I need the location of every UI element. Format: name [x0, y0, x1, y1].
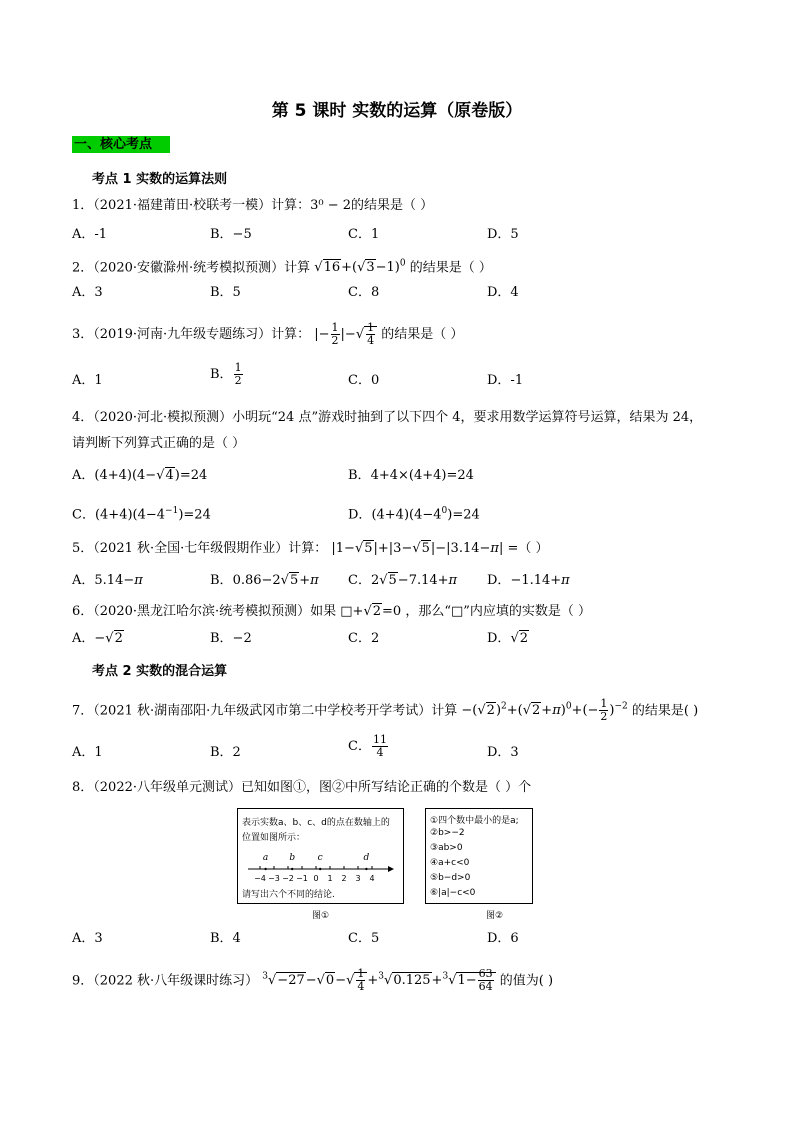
tick-label: −2 — [282, 874, 294, 883]
option-label: C． — [348, 739, 371, 754]
question-4-stem-line1: 4．（2020·河北·模拟预测）小明玩“24 点”游戏时抽到了以下四个 4，要求用数学运算符号运算，结果为 24， — [72, 410, 703, 425]
question-text: =（ ） — [507, 541, 549, 556]
option: C．2√5−7.14+π — [348, 573, 458, 588]
option: C．2 — [348, 631, 380, 646]
option: B．4+4×(4+4)=24 — [348, 468, 474, 483]
point-letter: d — [363, 853, 370, 863]
option-label: D． — [487, 631, 511, 646]
option: C．0 — [348, 373, 380, 388]
option: C．1 — [348, 227, 380, 242]
figure-caption: 图① — [312, 911, 330, 921]
figure-1-text: 表示实数a、b、c、d的点在数轴上的 — [242, 818, 390, 828]
point-letter: a — [262, 853, 269, 863]
question-text: 的结果是（ ） — [381, 327, 464, 342]
math-expression: $^3$√−27−√0−√ $\frac{1}{4}$ +$^3$√0.125+$^3$√1− $\frac{63}{64}$ — [262, 973, 495, 988]
option-label: B． — [210, 573, 233, 588]
tick-label: 0 — [313, 874, 319, 883]
option: B．−2 — [210, 631, 252, 646]
page-title: 第 5 课时 实数的运算（原卷版） — [271, 101, 523, 121]
figure-1-box — [237, 808, 404, 904]
question-text: 的结果是( ) — [631, 703, 699, 719]
point-heading: 考点 2 实数的混合运算 — [92, 664, 228, 679]
tick-label: 2 — [341, 874, 347, 883]
option: C． $\frac{11}{4}$ — [348, 733, 387, 759]
figure-2-item: ③ab>0 — [430, 843, 463, 853]
option-label: C． — [72, 507, 95, 523]
option-label: A． — [72, 631, 95, 646]
option-label: A． — [72, 468, 95, 483]
figure-1-text: 位置如图所示： — [242, 833, 306, 843]
question-text: 7．（2021 秋·湖南邵阳·九年级武冈市第二中学校考开学考试）计算 — [72, 703, 458, 719]
math-expression: $-(√2)^2+(√2+\pi)^0+(-$ $\frac{1}{2}$ )$^{-2}$ — [461, 697, 628, 724]
figure-2-item: ⑥|a|−c<0 — [430, 888, 476, 898]
option-label: D． — [487, 573, 511, 588]
option: A．5.14−π — [72, 573, 143, 588]
point-dot — [291, 868, 293, 870]
option-label: D． — [348, 507, 372, 523]
question-text: 3．（2019·河南·九年级专题练习）计算： — [72, 327, 311, 342]
option: A．1 — [72, 373, 103, 388]
point-dot — [319, 868, 321, 870]
question-6-stem — [72, 603, 591, 621]
question-text: 的值为( ) — [499, 973, 554, 989]
option: D．3 — [487, 745, 519, 760]
figure-2-item: ②b>−2 — [430, 828, 465, 838]
tick-label: 1 — [327, 874, 333, 883]
math-expression: $√16+(√3-1)^0$ — [314, 259, 406, 276]
question-4-stem-line2: 请判断下列算式正确的是（ ） — [72, 436, 246, 451]
tick-label: −3 — [268, 874, 280, 883]
figure-2-item: ①四个数中最小的是a; — [430, 816, 519, 826]
point-dot — [264, 868, 266, 870]
question-text: 5．（2021 秋·全国·七年级假期作业）计算： — [72, 541, 328, 556]
option: B．4 — [210, 931, 241, 946]
question-2-stem — [72, 255, 492, 277]
tick-label: 3 — [355, 874, 361, 883]
question-8-stem: 8．（2022·八年级单元测试）已知如图①，图②中所写结论正确的个数是（ ）个 — [72, 780, 532, 795]
option: C．$(4+4)(4-4^{-1})=24$ — [72, 506, 211, 523]
option: B． $\frac{1}{2}$ — [210, 361, 242, 387]
math-expression: |− $\frac{1}{2}$ |−√ $\frac{1}{4}$ — [314, 327, 377, 342]
arrow-head — [388, 866, 394, 872]
option: D．5 — [487, 227, 519, 242]
point-letter: b — [289, 853, 296, 863]
option: A．1 — [72, 745, 103, 760]
option: B．2 — [210, 745, 241, 760]
figure-2-item: ④a+c<0 — [430, 858, 470, 868]
figure-caption: 图② — [486, 911, 504, 921]
math-expression: |1−√5|+|3−√5|−|3.14−π| — [331, 541, 504, 556]
option: A．3 — [72, 285, 103, 300]
figure-2-item: ⑤b−d>0 — [430, 873, 471, 883]
question-3-stem — [72, 322, 463, 347]
option: D．$(4+4)(4-4^0)=24$ — [348, 506, 480, 523]
section-label: 一、核心考点 — [72, 136, 170, 153]
question-text: 2．（2020·安徽滁州·统考模拟预测）计算 — [72, 260, 311, 276]
option: D．4 — [487, 285, 519, 300]
math-expression: □+√2=0 — [340, 604, 402, 619]
option-label: B． — [348, 468, 371, 483]
option-label: A． — [72, 573, 95, 588]
question-1-stem — [72, 197, 433, 215]
option-label: C． — [348, 573, 371, 588]
option: A．-1 — [72, 227, 108, 242]
question-text: 9．（2022 秋·八年级课时练习） — [72, 973, 259, 989]
question-7-stem — [72, 698, 698, 723]
option: D．−1.14+π — [487, 573, 570, 588]
point-heading: 考点 1 实数的运算法则 — [92, 172, 228, 187]
option: B．5 — [210, 285, 241, 300]
figure-1-text: 请写出六个不同的结论. — [242, 890, 335, 900]
point-dot — [365, 868, 367, 870]
tick-label: 4 — [369, 874, 375, 883]
question-text: 1．（2021·福建莆田·校联考一模）计算：3⁰ − 2的结果是（ ） — [72, 198, 434, 213]
figure-2-box — [425, 808, 533, 904]
option-label: B． — [210, 367, 233, 382]
option: B．−5 — [210, 227, 252, 242]
option: A．3 — [72, 931, 103, 946]
option: A．(4+4)(4−√4)=24 — [72, 468, 208, 483]
question-text: 的结果是（ ） — [409, 260, 492, 276]
option: A．−√2 — [72, 631, 123, 646]
question-text: ，那么“□”内应填的实数是（ ） — [405, 604, 592, 619]
tick-label: −1 — [296, 874, 308, 883]
option: D．6 — [487, 931, 519, 946]
question-9-stem — [72, 968, 553, 993]
question-text: 6．（2020·黑龙江哈尔滨·统考模拟预测）如果 — [72, 604, 337, 619]
tick-label: −4 — [254, 874, 266, 883]
option: D．√2 — [487, 631, 529, 646]
point-letter: c — [317, 853, 323, 863]
question-5-stem — [72, 540, 549, 558]
option: B．0.86−2√5+π — [210, 573, 319, 588]
option: C．8 — [348, 285, 380, 300]
option: C．5 — [348, 931, 380, 946]
option: D．-1 — [487, 373, 524, 388]
